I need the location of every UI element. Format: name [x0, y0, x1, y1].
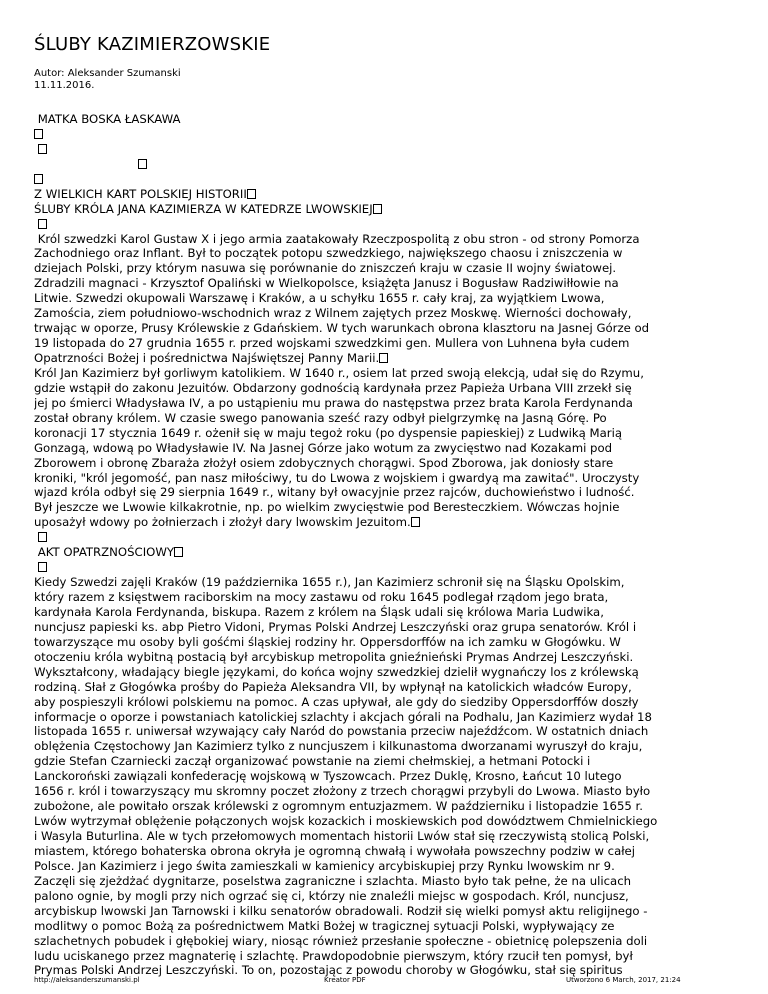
missing-glyph-icon [379, 353, 388, 363]
footer-creator: Kreator PDF [324, 976, 366, 984]
text-line-content: Kiedy Szwedzi zajęli Kraków (19 października 1655 r.), Jan Kazimierz schronił się na Śląsku Opolskim, [34, 575, 625, 590]
text-line-content: palono ognie, by mogli przy nich ogrzać się ci, którzy nie znaleźli miejsc w gospodach. Król, nuncjusz, [34, 888, 629, 903]
text-line-content: Król szwedzki Karol Gustaw X i jego armia zaatakowały Rzeczpospolitą z obu stron - od strony Pomorza [34, 231, 640, 246]
text-line-content: kroniki, "król jegomość, pan nasz miłościwy, tu do Lwowa z wojskiem i gwardyą ma zawitać". Uroczysty [34, 470, 640, 485]
missing-glyph-icon [34, 174, 43, 184]
text-line [34, 381, 740, 396]
text-line-content: nuncjusz papieski ks. abp Pietro Vidoni, Prymas Polski Andrzej Leszczyński oraz grupa senatorów. Król i [34, 619, 637, 634]
text-line-content: Polsce. Jan Kazimierz i jego świta zamieszkali w kamienicy arcybiskupiej przy Rynku lwowskim nr 9. [34, 858, 615, 873]
text-line-content: kardynała Karola Ferdynanda, biskupa. Razem z królem na Śląsk udali się królowa Maria Ludwika, [34, 604, 604, 619]
text-line [34, 560, 740, 575]
text-line-content: ludu uciskanego przez magnaterię i szlachtę. Prawdopodobnie pierwszym, który rzucił ten pomysł, był [34, 948, 633, 963]
text-line [34, 904, 740, 919]
text-line [34, 545, 740, 560]
text-line [34, 814, 740, 829]
missing-glyph-icon [34, 129, 43, 139]
text-line [34, 246, 740, 261]
text-line [34, 306, 740, 321]
text-line-content: szlachetnych pobudek i głębokiej wiary, niosąc również przesłanie społeczne - obietnicę polepszenia doli [34, 933, 648, 948]
text-line-content: został obrany królem. W czasie swego panowania sześć razy odbył pielgrzymkę na Jasną Górę. Po [34, 410, 607, 425]
text-line [34, 590, 740, 605]
text-line-content: listopada 1655 r. uniwersał wzywający cały Naród do powstania przeciw najeźdźcom. W ostatnich dniach [34, 724, 649, 739]
missing-glyph-icon [373, 204, 382, 214]
text-line-content: Zaczęli się zjeżdżać dygnitarze, poselstwa zagraniczne i szlachta. Miasto było tak pełne, że na ulicach [34, 873, 632, 888]
text-line [34, 784, 740, 799]
missing-glyph-icon [411, 517, 420, 527]
text-line [34, 949, 740, 964]
text-line-content: Gonzagą, wdową po Władysławie IV. Na Jasnej Górze jako wotum za zwycięstwo nad Kozakami pod [34, 440, 613, 455]
text-line-content: Prymas Polski Andrzej Leszczyński. To on, pozostając z powodu choroby w Głogówku, stał się spiritus [34, 963, 623, 978]
missing-glyph-icon [138, 159, 147, 169]
author-line: Autor: Aleksander Szumanski [34, 68, 181, 79]
text-line-content: Wykształcony, władający biegle językami, do końca wojny szwedzkiej dzielił wygnańczy los z królewską [34, 664, 639, 679]
text-line-content: Zamościa, ziem południowo-wschodnich wraz z Wilnem zajętych przez Moskwę. Wierności dochowały, [34, 306, 632, 321]
document-meta [34, 68, 181, 92]
text-line-content: zubożone, ale powitało orszak królewski z ogromnym entuzjazmem. W październiku i listopadzie 1655 r. [34, 799, 643, 814]
text-line [34, 351, 740, 366]
footer-created: Utworzono 6 March, 2017, 21:24 [566, 976, 681, 984]
text-line [34, 411, 740, 426]
text-line-content: towarzyszące mu osoby byli gośćmi śląskiej rodziny hr. Oppersdorffów na ich zamku w Głogówku. W [34, 634, 621, 649]
text-line [34, 471, 740, 486]
text-line-content: Opatrzności Bożej i pośrednictwa Najświętszej Panny Marii. [34, 351, 380, 365]
document-date: 11.11.2016. [34, 80, 95, 91]
text-line-content: jej po śmierci Władysława IV, a po ustąpieniu mu prawa do następstwa przez brata Karola Ferdynanda [34, 395, 633, 410]
text-line-content: miastem, którego bohaterska obrona okryła je ogromną chwałą i wywołała powszechny podziw w całej [34, 843, 635, 858]
text-line [34, 172, 740, 187]
text-line-content: oblężenia Częstochowy Jan Kazimierz tylko z nuncjuszem i kilkunastoma dworzanami wyruszył do kraju, [34, 739, 643, 754]
missing-glyph-icon [38, 219, 47, 229]
text-line [34, 127, 740, 142]
text-line [34, 650, 740, 665]
text-line [34, 620, 740, 635]
text-line [34, 456, 740, 471]
text-line-content: gdzie Stefan Czarniecki zaczął organizować powstanie na ziemi chełmskiej, a hetmani Potocki i [34, 754, 591, 769]
text-line-content: otoczeniu króla wybitną postacią był arcybiskup metropolita gnieźnieński Prymas Andrzej Leszczyński. [34, 649, 634, 664]
text-line-content: koronacji 17 stycznia 1649 r. ożenił się w maju tegoż roku (po dyspensie papieskiej) z Ludwiką Marią [34, 425, 622, 440]
text-line [34, 217, 740, 232]
text-line [34, 665, 740, 680]
text-line-content: Zachodniego oraz Inflant. Był to początek potopu szwedzkiego, największego chaosu i zniszczenia w [34, 246, 623, 261]
text-line-content: arcybiskup lwowski Jan Tarnowski i kilku senatorów obradowali. Rodził się wielki pomysł aktu religijnego - [34, 903, 648, 918]
text-line [34, 321, 740, 336]
text-line-content: gdzie wstąpił do zakonu Jezuitów. Obdarzony godnością kardynała przez Papieża Urbana VIII zrzekł się [34, 380, 632, 395]
missing-glyph-icon [38, 562, 47, 572]
text-line-content: modlitwy o pomoc Bożą za pośrednictwem Matki Bożej w tragicznej sytuacji Polski, wypływający ze [34, 918, 615, 933]
text-line-content: ŚLUBY KRÓLA JANA KAZIMIERZA W KATEDRZE LWOWSKIEJ [34, 201, 373, 216]
text-line [34, 829, 740, 844]
text-line [34, 485, 740, 500]
missing-glyph-icon [38, 532, 47, 542]
text-line [34, 680, 740, 695]
text-line-content: który razem z księstwem raciborskim na mocy zastawu od roku 1645 podlegał rządom jego brata, [34, 590, 609, 604]
text-line [34, 710, 740, 725]
text-line [34, 336, 740, 351]
missing-glyph-icon [174, 547, 183, 557]
text-line [34, 157, 740, 172]
text-line [34, 695, 740, 710]
text-line-content: aby pospieszyli królowi polskiemu na pomoc. A czas upływał, ale gdy do siedziby Oppersdorffów doszły [34, 694, 639, 709]
text-line [34, 754, 740, 769]
text-line-content: Był jeszcze we Lwowie kilkakrotnie, np. po wielkim zwycięstwie pod Beresteczkiem. Wówczas hojnie [34, 500, 620, 515]
document-title: ŚLUBY KAZIMIERZOWSKIE [34, 34, 271, 55]
text-line [34, 799, 740, 814]
text-line-content: Zdradzili magnaci - Krzysztof Opaliński w Wielkopolsce, książęta Janusz i Bogusław Radziwiłłowie na [34, 276, 619, 291]
text-line [34, 366, 740, 381]
missing-glyph-icon [247, 189, 256, 199]
text-line-content: 1656 r. król i towarzyszący mu skromny poczet złożony z trzech chorągwi przybyli do Lwowa. Miasto było [34, 784, 651, 799]
text-line-content: AKT OPATRZNOŚCIOWY [34, 545, 175, 560]
text-line-content: rodziną. Słał z Głogówka prośby do Papieża Aleksandra VII, by wpłynął na katolickich władców Europy, [34, 679, 632, 694]
text-line [34, 441, 740, 456]
text-line-content: 19 listopada do 27 grudnia 1655 r. przed wojskami szwedzkimi gen. Mullera von Luhnena była cudem [34, 336, 630, 351]
text-line [34, 142, 740, 157]
text-line [34, 739, 740, 754]
text-line [34, 202, 740, 217]
text-line [34, 500, 740, 515]
text-line [34, 889, 740, 904]
text-line-content: MATKA BOSKA ŁASKAWA [34, 112, 181, 126]
text-line-content: Lanckoroński zawiązali konfederację wojskową w Tyszowcach. Przez Duklę, Krosno, Łańcut 10 lutego [34, 769, 622, 784]
text-line-content: i Wasyla Buturlina. Ale w tych przełomowych momentach historii Lwów stał się rzeczywistą stolicą Polski, [34, 829, 650, 843]
text-line-content: trwając w oporze, Prusy Królewskie z Gdańskiem. W tych warunkach obrona klasztoru na Jasnej Górze od [34, 321, 650, 336]
text-line [34, 291, 740, 306]
text-line [34, 187, 740, 202]
missing-glyph-icon [38, 144, 47, 154]
text-line [34, 874, 740, 889]
text-line-content: informacje o oporze i powstaniach katolickiej szlachty i akcjach górali na Podhalu, Jan Kazimierz wydał 18 [34, 709, 652, 724]
text-line [34, 769, 740, 784]
text-line-content: dziejach Polski, przy którym nasuwa się porównanie do zniszczeń kraju w czasie II wojny światowej. [34, 261, 617, 276]
footer-url: http://aleksanderszumanski.pl [34, 976, 140, 984]
text-line [34, 635, 740, 650]
text-line [34, 396, 740, 411]
text-line [34, 575, 740, 590]
text-line [34, 515, 740, 530]
text-line [34, 724, 740, 739]
text-line [34, 112, 740, 127]
text-line-content: wjazd króla odbył się 29 sierpnia 1649 r., witany był owacyjnie przez rajców, duchowieństwo i ludność. [34, 485, 635, 500]
text-line [34, 934, 740, 949]
text-line [34, 919, 740, 934]
text-line [34, 426, 740, 441]
text-line-content: Lwów wytrzymał oblężenie połączonych wojsk kozackich i moskiewskich pod dowództwem Chmielnickiego [34, 814, 658, 829]
text-line-content: Król Jan Kazimierz był gorliwym katolikiem. W 1640 r., osiem lat przed swoją elekcją, udał się do Rzymu, [34, 365, 644, 380]
text-line-content: Litwie. Szwedzi okupowali Warszawę i Kraków, a u schyłku 1655 r. cały kraj, za wyjątkiem Lwowa, [34, 291, 605, 306]
text-line-content [34, 157, 138, 171]
text-line-content: Z WIELKICH KART POLSKIEJ HISTORII [34, 186, 247, 201]
text-line [34, 276, 740, 291]
text-line-content: Zborowem i obronę Zbaraża złożył osiem zdobycznych chorągwi. Spod Zborowa, jak doniosły stare [34, 455, 614, 470]
text-line [34, 232, 740, 247]
text-line-content: uposażył wdowy po żołnierzach i złożył dary lwowskim Jezuitom. [34, 515, 411, 530]
text-line [34, 261, 740, 276]
text-line [34, 605, 740, 620]
article-body [34, 112, 740, 978]
text-line [34, 859, 740, 874]
text-line [34, 530, 740, 545]
text-line [34, 844, 740, 859]
